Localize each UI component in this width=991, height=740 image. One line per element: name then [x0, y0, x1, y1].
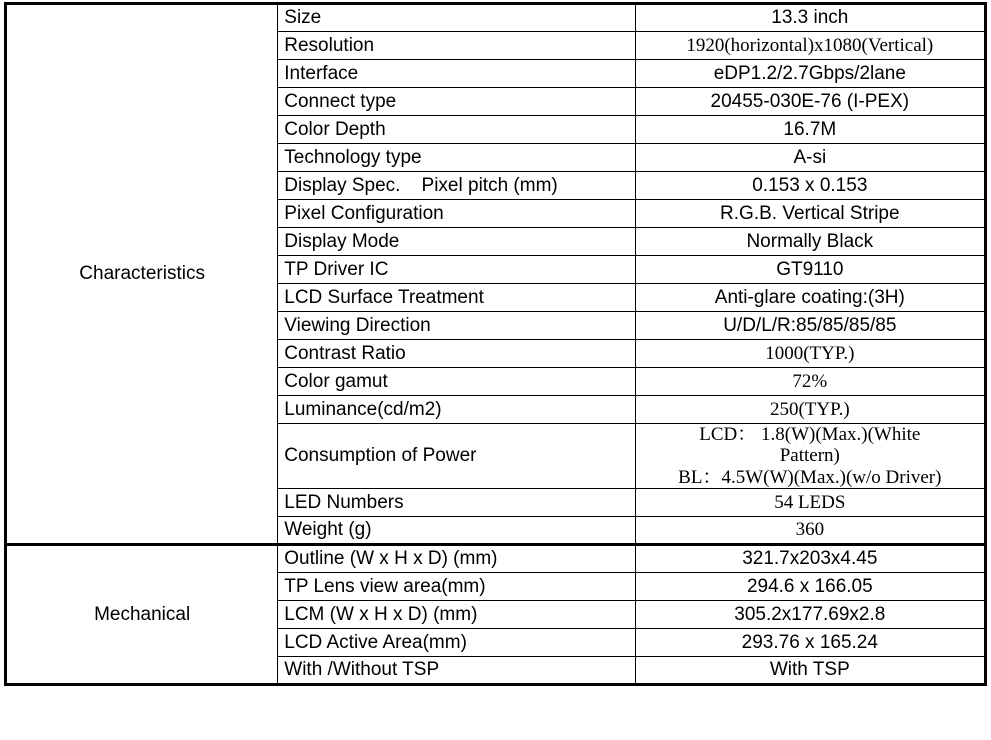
spec-value-line: Pattern) — [779, 445, 840, 467]
spec-label: LCM (W x H x D) (mm) — [278, 600, 635, 628]
spec-value: Normally Black — [635, 228, 985, 256]
spec-value: 16.7M — [635, 116, 985, 144]
spec-label: Interface — [278, 60, 635, 88]
spec-value: 72% — [635, 368, 985, 396]
spec-value: A-si — [635, 144, 985, 172]
spec-label: Size — [278, 4, 635, 32]
table-row — [6, 544, 986, 572]
spec-value: 54 LEDS — [635, 488, 985, 516]
spec-value: 1920(horizontal)x1080(Vertical) — [635, 32, 985, 60]
spec-label: Contrast Ratio — [278, 340, 635, 368]
spec-value: eDP1.2/2.7Gbps/2lane — [635, 60, 985, 88]
spec-label: Viewing Direction — [278, 312, 635, 340]
spec-label: Outline (W x H x D) (mm) — [278, 544, 635, 572]
spec-label: Resolution — [278, 32, 635, 60]
spec-value: GT9110 — [635, 256, 985, 284]
spec-value — [635, 424, 985, 489]
spec-value: 0.153 x 0.153 — [635, 172, 985, 200]
specification-table-body — [6, 4, 986, 685]
spec-value: U/D/L/R:85/85/85/85 — [635, 312, 985, 340]
spec-label: Color Depth — [278, 116, 635, 144]
spec-label: With /Without TSP — [278, 656, 635, 684]
spec-label: Weight (g) — [278, 516, 635, 544]
spec-value: With TSP — [635, 656, 985, 684]
group-label-2: Mechanical — [6, 544, 278, 684]
spec-value: 321.7x203x4.45 — [635, 544, 985, 572]
spec-value: R.G.B. Vertical Stripe — [635, 200, 985, 228]
spec-value: 360 — [635, 516, 985, 544]
spec-label: Luminance(cd/m2) — [278, 396, 635, 424]
spec-value: 13.3 inch — [635, 4, 985, 32]
spec-label: Display Spec. Pixel pitch (mm) — [278, 172, 635, 200]
spec-label: TP Driver IC — [278, 256, 635, 284]
spec-value: 294.6 x 166.05 — [635, 572, 985, 600]
group-label-1: Characteristics — [6, 4, 278, 545]
spec-label: LCD Surface Treatment — [278, 284, 635, 312]
spec-value-line: BL：4.5W(W)(Max.)(w/o Driver) — [678, 466, 942, 488]
spec-value: 293.76 x 165.24 — [635, 628, 985, 656]
spec-label: TP Lens view area(mm) — [278, 572, 635, 600]
spec-value: 1000(TYP.) — [635, 340, 985, 368]
spec-label: LED Numbers — [278, 488, 635, 516]
spec-label: Consumption of Power — [278, 424, 635, 489]
spec-label: Technology type — [278, 144, 635, 172]
spec-value-line: LCD： 1.8(W)(Max.)(White — [699, 424, 921, 445]
specification-table — [4, 2, 987, 686]
spec-label: Color gamut — [278, 368, 635, 396]
spec-label: Pixel Configuration — [278, 200, 635, 228]
spec-value: Anti-glare coating:(3H) — [635, 284, 985, 312]
spec-value: 250(TYP.) — [635, 396, 985, 424]
spec-label: Display Mode — [278, 228, 635, 256]
spec-label: LCD Active Area(mm) — [278, 628, 635, 656]
table-row — [6, 4, 986, 32]
spec-label: Connect type — [278, 88, 635, 116]
spec-value: 305.2x177.69x2.8 — [635, 600, 985, 628]
spec-value: 20455-030E-76 (I-PEX) — [635, 88, 985, 116]
